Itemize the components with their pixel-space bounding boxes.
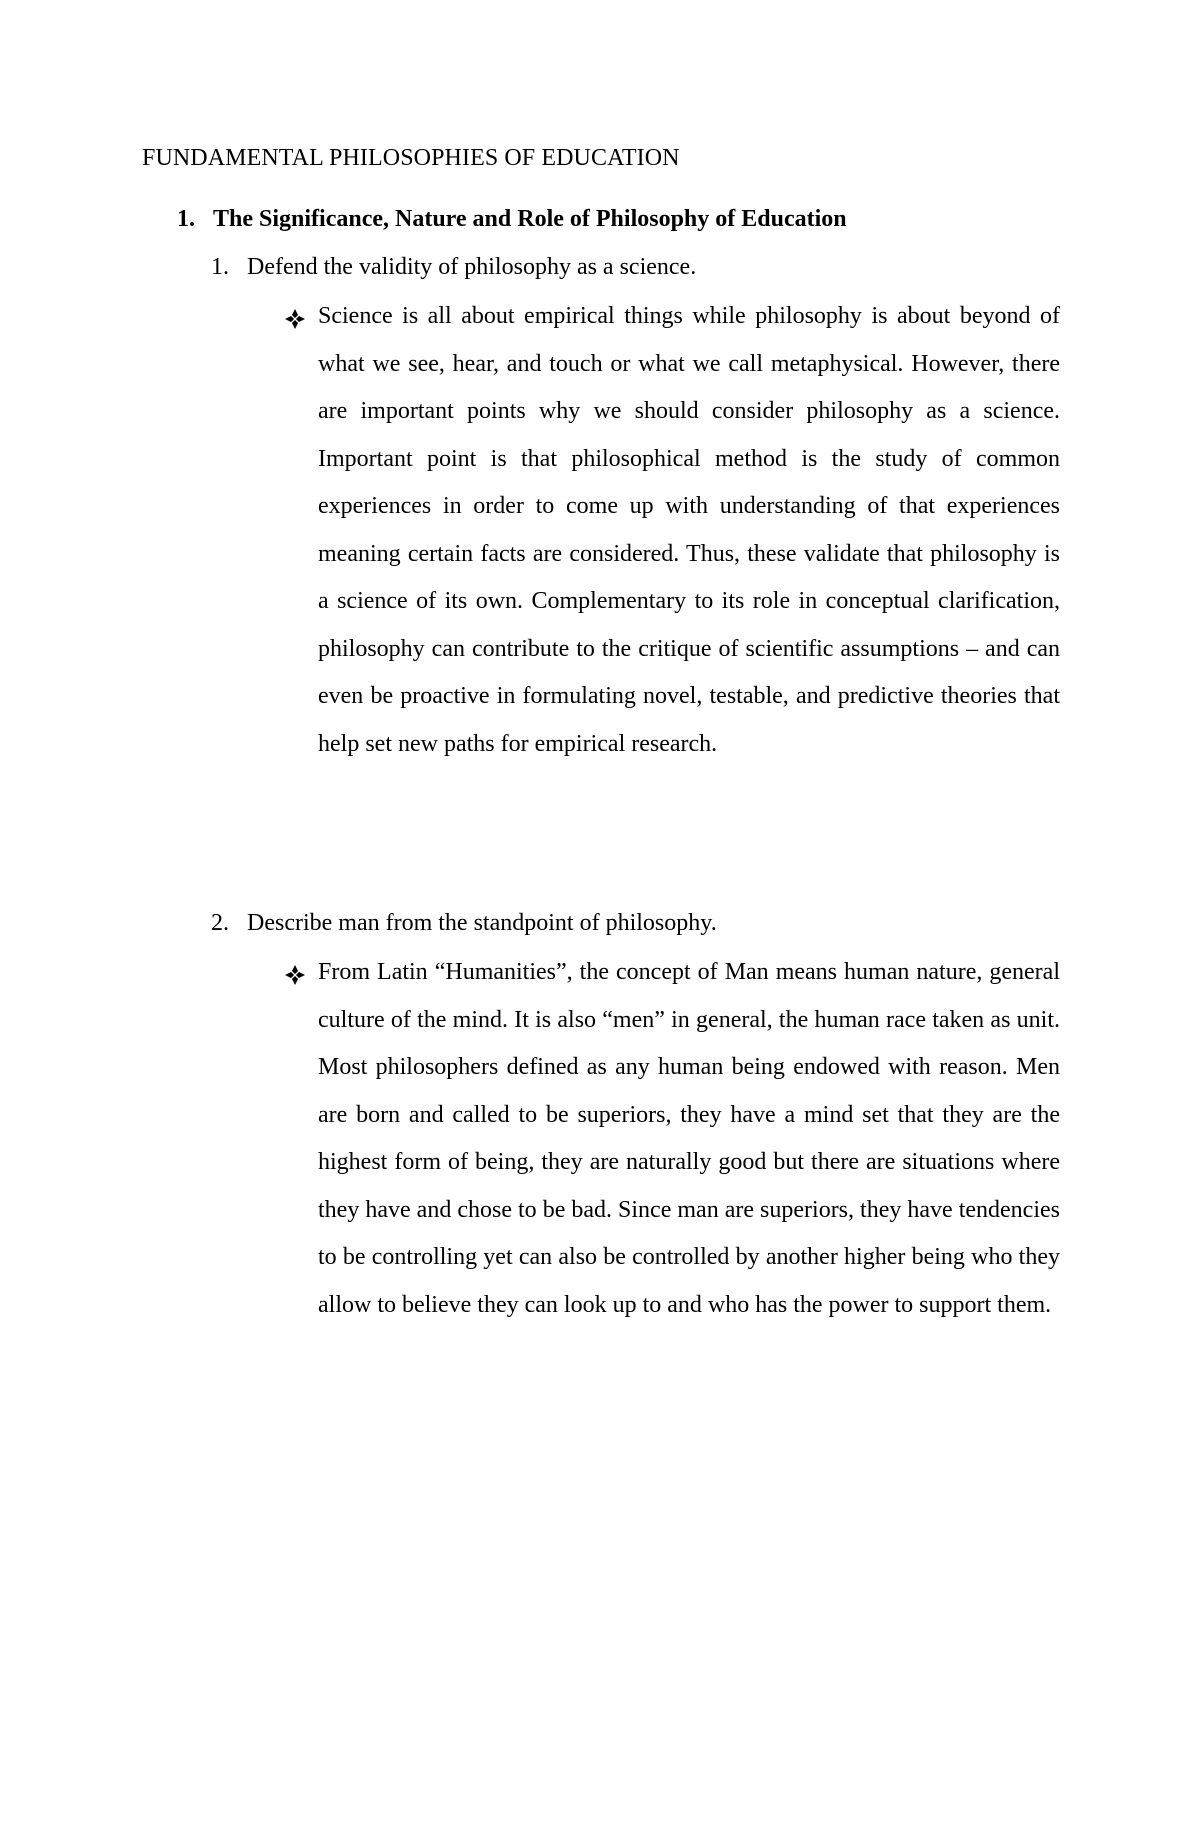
answer-paragraph: From Latin “Humanities”, the concept of Man means human nature, general culture of the mind. It is also “men” in general, the human race taken as unit. Most philosophers defined as any human being endowed with reason. Men are born and called to be superiors, they have a mind set that they are the highest form of being, they are naturally good but there are situations where they have and chose to be bad. Since man are superiors, they have tendencies to be controlling yet can also be controlled by another higher being who they allow to believe they can look up to and who has the power to support them.	[318, 959, 1060, 1318]
question-number: 2.	[211, 910, 229, 936]
question-text: Describe man from the standpoint of philosophy.	[247, 910, 717, 936]
section-heading-text: The Significance, Nature and Role of Philosophy of Education	[213, 206, 847, 232]
question-number: 1.	[211, 254, 229, 280]
question-1	[211, 254, 696, 281]
section-number: 1.	[177, 206, 195, 232]
diamond-bullet-icon	[284, 308, 306, 330]
question-text: Defend the validity of philosophy as a science.	[247, 254, 697, 280]
question-2	[211, 910, 717, 937]
answer-paragraph: Science is all about empirical things while philosophy is about beyond of what we see, hear, and touch or what we call metaphysical. However, there are important points why we should consider philosophy as a science. Important point is that philosophical method is the study of common experiences in order to come up with understanding of that experiences meaning certain facts are considered. Thus, these validate that philosophy is a science of its own. Complementary to its role in conceptual clarification, philosophy can contribute to the critique of scientific assumptions – and can even be proactive in formulating novel, testable, and predictive theories that help set new paths for empirical research.	[318, 303, 1060, 757]
diamond-bullet-icon	[284, 964, 306, 986]
document-title: FUNDAMENTAL PHILOSOPHIES OF EDUCATION	[142, 145, 680, 171]
section-heading	[177, 206, 847, 233]
